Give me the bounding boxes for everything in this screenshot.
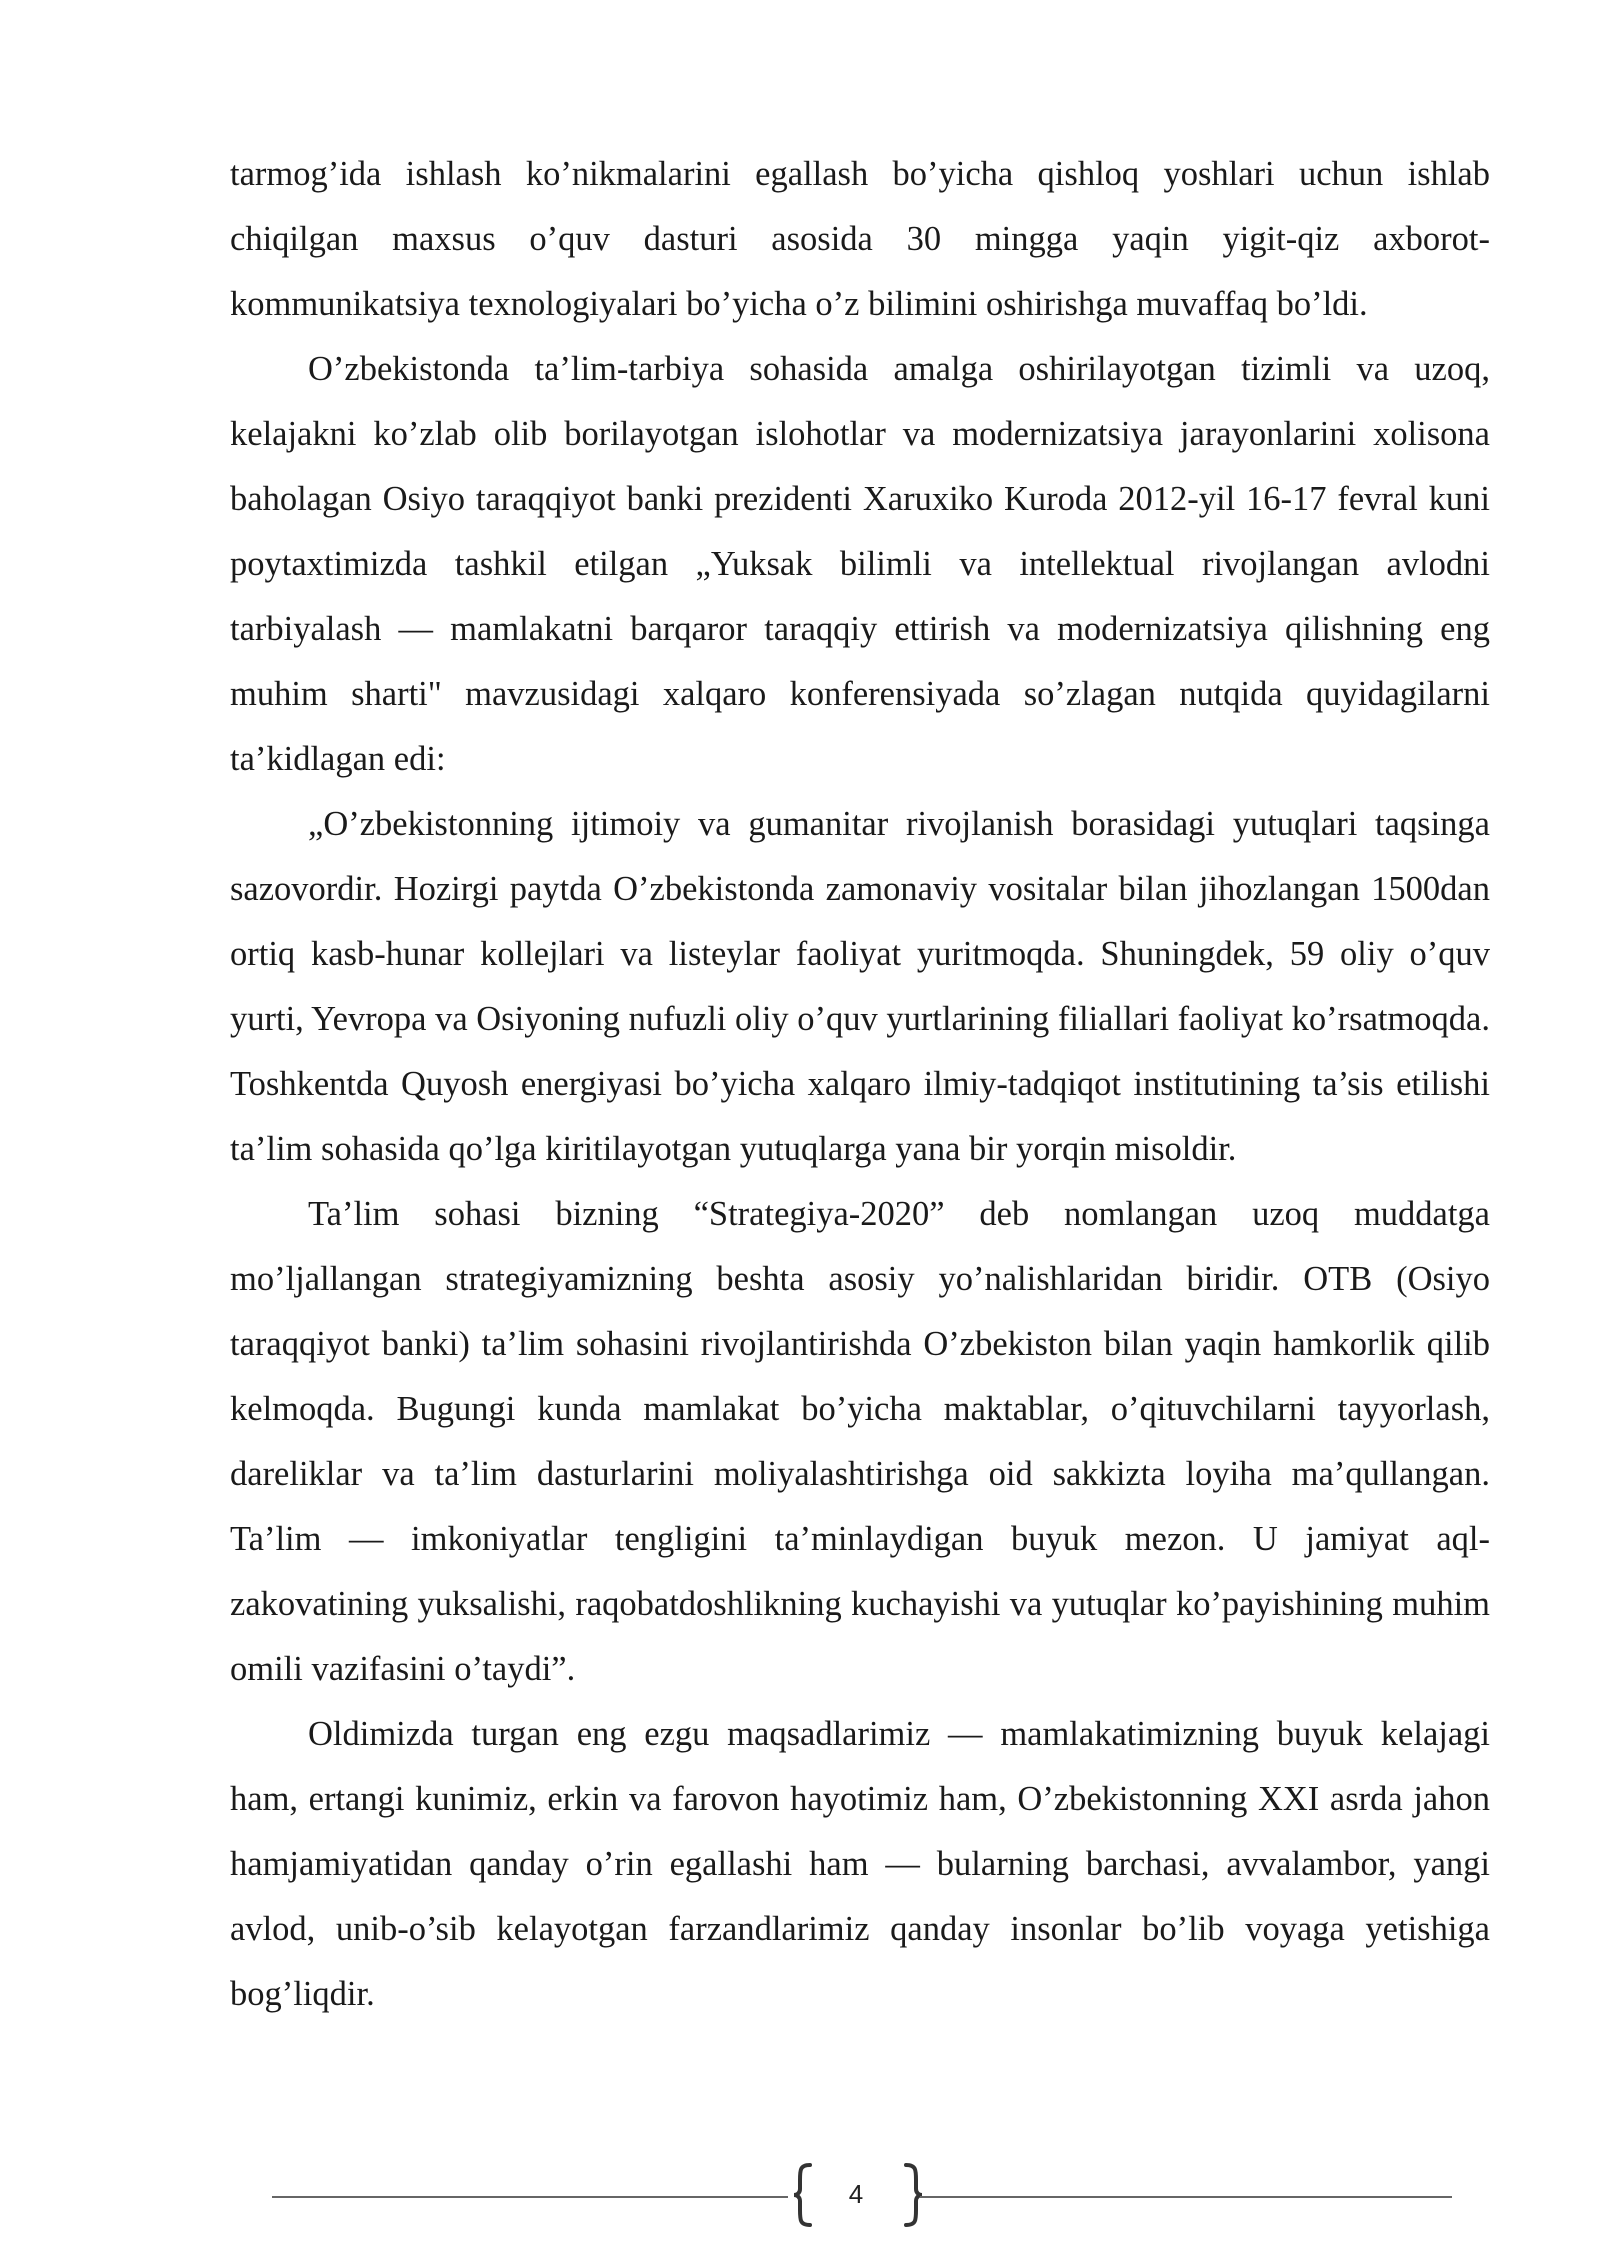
paragraph-quote-continued: Ta’lim sohasi bizning “Strategiya-2020” deb nomlangan uzoq muddatga mo’ljallangan strategiyamizning beshta asosiy yo’nalishlaridan biridir. OTB (Osiyo taraqqiyot banki) ta’lim sohasini rivojlantirishda O’zbekiston bilan yaqin hamkorlik qilib kelmoqda. Bugungi kunda mamlakat bo’yicha maktablar, o’qituvchilarni tayyorlash, dareliklar va ta’lim dasturlarini moliyalashtirishga oid sakkizta loyiha ma’qullangan. Ta’lim — imkoniyatlar tengligini ta’minlaydigan buyuk mezon. U jamiyat aql-zakovatining yuksalishi, raqobatdoshlikning kuchayishi va yutuqlar ko’payishining muhim omili vazifasini o’taydi”. [230,1195,1490,1688]
document-body [230,142,1490,2027]
paragraph: O’zbekistonda ta’lim-tarbiya sohasida amalga oshirilayotgan tizimli va uzoq, kelajakni ko’zlab olib borilayotgan islohotlar va modernizatsiya jarayonlarini xolisona baholagan Osiyo taraqqiyot banki prezidenti Xaruxiko Kuroda 2012-yil 16-17 fevral kuni poytaxtimizda tashkil etilgan „Yuksak bilimli va intellektual rivojlangan avlodni tarbiyalash — mamlakatni barqaror taraqqiy ettirish va modernizatsiya qilishning eng muhim sharti" mavzusidagi xalqaro konferensiyada so’zlagan nutqida quyidagilarni ta’kidlagan edi: [230,350,1490,778]
paragraph-quote: „O’zbekistonning ijtimoiy va gumanitar rivojlanish borasidagi yutuqlari taqsinga sazovordir. Hozirgi paytda O’zbekistonda zamonaviy vositalar bilan jihozlangan 1500dan ortiq kasb-hunar kollejlari va listeylar faoliyat yuritmoqda. Shuningdek, 59 oliy o’quv yurti, Yevropa va Osiyoning nufuzli oliy o’quv yurtlarining filiallari faoliyat ko’rsatmoqda. Toshkentda Quyosh energiyasi bo’yicha xalqaro ilmiy-tadqiqot institutining ta’sis etilishi ta’lim sohasida qo’lga kiritilayotgan yutuqlarga yana bir yorqin misoldir. [230,805,1490,1168]
right-brace-icon [902,2162,924,2228]
footer-rule-left [272,2196,788,2198]
footer-rule-right [920,2196,1452,2198]
paragraph-continuation: tarmog’ida ishlash ko’nikmalarini egallash bo’yicha qishloq yoshlari uchun ishlab chiqilgan maxsus o’quv dasturi asosida 30 mingga yaqin yigit-qiz axborot-kommunikatsiya texnologiyalari bo’yicha o’z bilimini oshirishga muvaffaq bo’ldi. [230,155,1490,323]
left-brace-icon [792,2162,814,2228]
page-footer [272,2160,1452,2230]
paragraph: Oldimizda turgan eng ezgu maqsadlarimiz — mamlakatimizning buyuk kelajagi ham, ertangi kunimiz, erkin va farovon hayotimiz ham, O’zbekistonning XXI asrda jahon hamjamiyatidan qanday o’rin egallashi ham — bularning barchasi, avvalambor, yangi avlod, unib-o’sib kelayotgan farzandlarimiz qanday insonlar bo’lib voyaga yetishiga bog’liqdir. [230,1715,1490,2013]
page-number: 4 [848,2179,864,2209]
